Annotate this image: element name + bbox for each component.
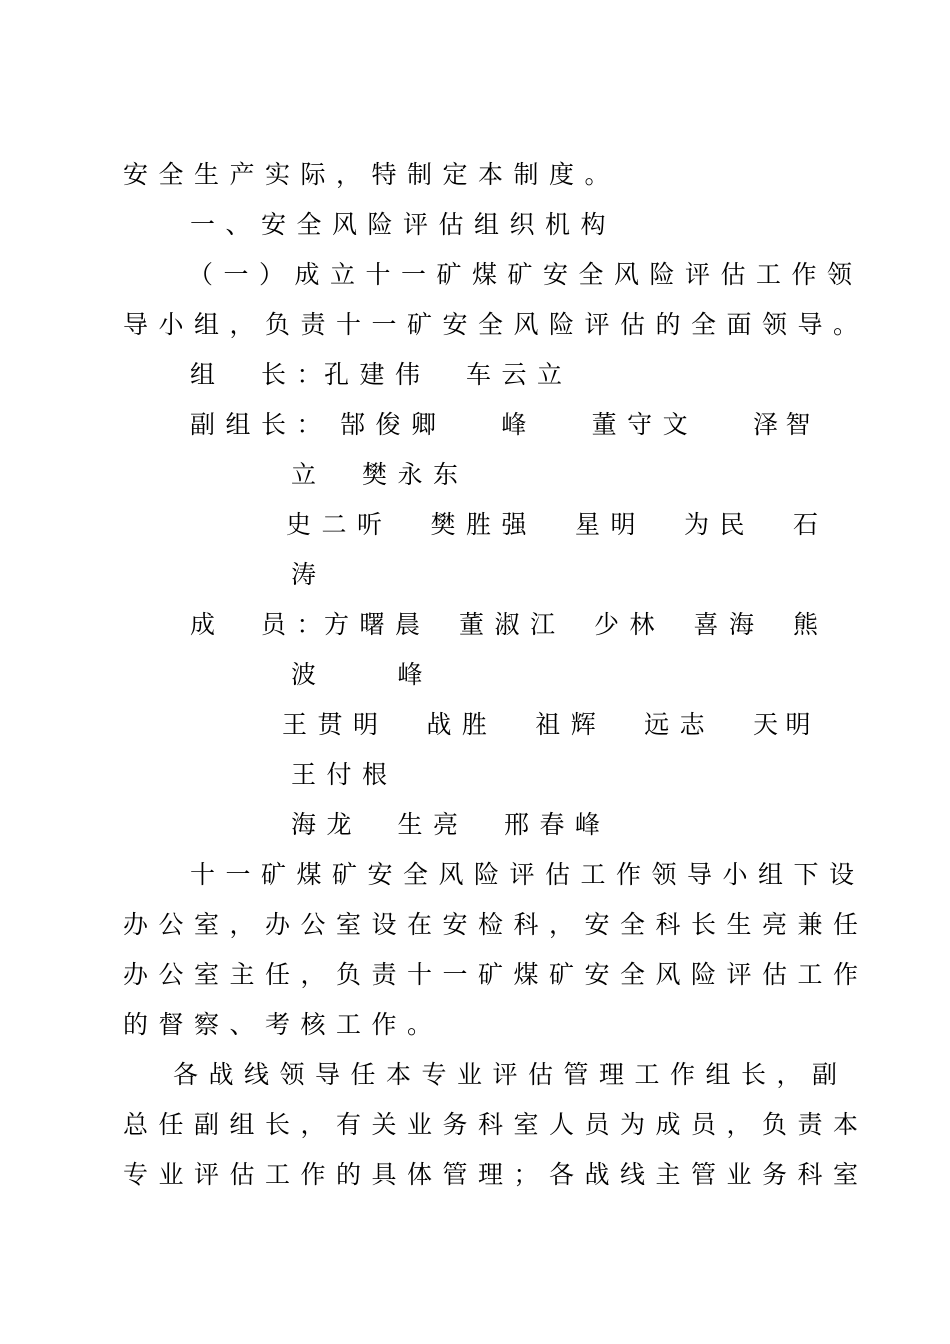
person-name: 喜海	[693, 610, 765, 639]
person-name: 战胜	[426, 710, 498, 739]
person-name: 峰	[501, 410, 537, 439]
members-names-row: 波 峰	[291, 660, 434, 689]
members-label: 成 员：	[190, 610, 333, 639]
paragraph-line: 十一矿煤矿安全风险评估工作领导小组下设	[190, 860, 865, 889]
person-name: 樊胜强	[430, 510, 537, 539]
person-name: 董淑江	[458, 610, 566, 639]
paragraph-line: 总任副组长，有关业务科室人员为成员，负责本	[123, 1110, 869, 1139]
person-name: 石	[792, 510, 818, 539]
members-names-row	[324, 610, 818, 640]
deputy-names-row: 立 樊永东	[291, 460, 469, 489]
deputy-names-row: 涛	[291, 560, 327, 589]
leader-names: 孔建伟 车云立	[324, 360, 573, 389]
person-name: 董守文	[591, 410, 699, 439]
members-names-row: 海龙 生亮 邢春峰	[291, 810, 611, 839]
deputy-names-row	[286, 510, 818, 540]
paragraph-line: 办公室主任，负责十一矿煤矿安全风险评估工作	[123, 960, 869, 989]
person-name: 郜俊卿	[340, 410, 447, 439]
paragraph-line: 的督察、考核工作。	[123, 1010, 443, 1039]
person-name: 远志	[644, 710, 716, 739]
person-name: 天明	[752, 710, 818, 739]
person-name: 祖辉	[535, 710, 607, 739]
paragraph-line: 办公室，办公室设在安检科，安全科长生亮兼任	[123, 910, 869, 939]
members-names-row: 王付根	[291, 760, 398, 789]
paragraph-line: 各战线领导任本专业评估管理工作组长，副	[173, 1060, 848, 1089]
person-name: 为民	[683, 510, 755, 539]
person-name: 少林	[593, 610, 665, 639]
members-names-row	[282, 710, 818, 740]
person-name: 泽智	[752, 410, 818, 439]
person-name: 方曙晨	[324, 610, 431, 639]
person-name: 王贯明	[282, 710, 389, 739]
deputy-label: 副组长：	[190, 410, 333, 439]
paragraph-line: 导小组，负责十一矿安全风险评估的全面领导。	[123, 310, 869, 339]
paragraph-line: （一）成立十一矿煤矿安全风险评估工作领	[188, 260, 863, 289]
person-name: 星明	[574, 510, 646, 539]
person-name: 熊	[792, 610, 818, 639]
deputy-names-row	[340, 410, 818, 440]
person-name: 史二听	[286, 510, 393, 539]
intro-text: 安全生产实际，特制定本制度。	[123, 160, 621, 189]
paragraph-line: 专业评估工作的具体管理；各战线主管业务科室	[123, 1160, 869, 1189]
leader-label: 组 长：	[190, 360, 333, 389]
section-heading: 一、安全风险评估组织机构	[190, 210, 617, 239]
